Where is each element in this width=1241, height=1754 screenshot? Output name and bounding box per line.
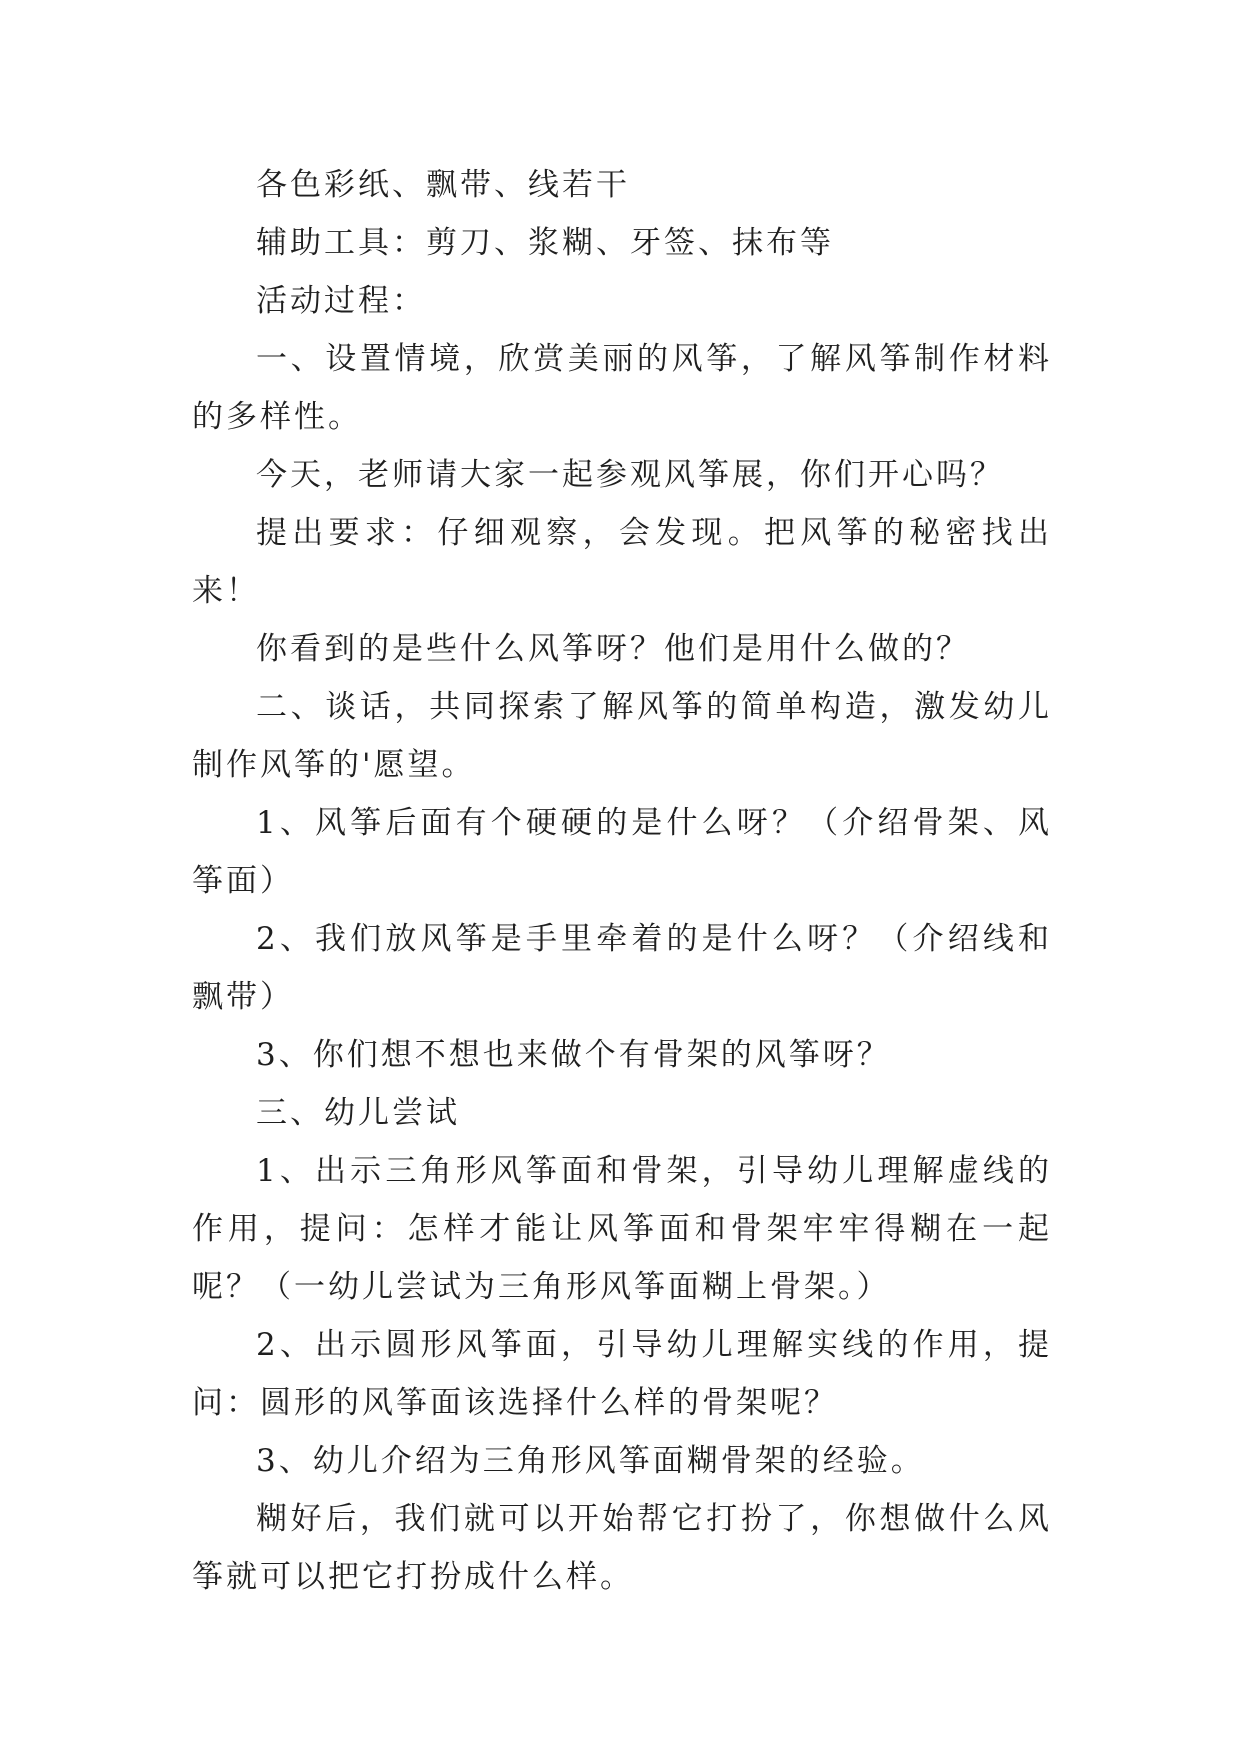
paragraph-item-1: 1、风筝后面有个硬硬的是什么呀？（介绍骨架、风筝面） [192, 805, 1052, 899]
paragraph-tools: 辅助工具：剪刀、浆糊、牙签、抹布等 [256, 225, 834, 261]
paragraph-materials: 各色彩纸、飘带、线若干 [256, 167, 630, 203]
paragraph-try-3: 3、幼儿介绍为三角形风筝面糊骨架的经验。 [256, 1443, 925, 1479]
paragraph-item-3: 3、你们想不想也来做个有骨架的风筝呀？ [256, 1037, 891, 1073]
paragraph-requirement: 提出要求：仔细观察，会发现。把风筝的秘密找出来！ [192, 515, 1052, 609]
document-body [192, 156, 1052, 1606]
paragraph-item-2: 2、我们放风筝是手里牵着的是什么呀？（介绍线和飘带） [192, 921, 1052, 1015]
paragraph-step-one: 一、设置情境，欣赏美丽的风筝，了解风筝制作材料的多样性。 [192, 341, 1052, 435]
paragraph-try-1: 1、出示三角形风筝面和骨架，引导幼儿理解虚线的作用，提问：怎样才能让风筝面和骨架牢牢得糊在一起呢？（一幼儿尝试为三角形风筝面糊上骨架。） [192, 1153, 1052, 1305]
paragraph-intro: 今天，老师请大家一起参观风筝展，你们开心吗？ [256, 457, 1004, 493]
paragraph-try-2: 2、出示圆形风筝面，引导幼儿理解实线的作用，提问：圆形的风筝面该选择什么样的骨架呢？ [192, 1327, 1052, 1421]
paragraph-process-heading: 活动过程： [256, 283, 426, 319]
paragraph-step-three: 三、幼儿尝试 [256, 1095, 460, 1131]
paragraph-step-two: 二、谈话，共同探索了解风筝的简单构造，激发幼儿制作风筝的'愿望。 [192, 689, 1052, 783]
paragraph-question: 你看到的是些什么风筝呀？他们是用什么做的？ [256, 631, 970, 667]
paragraph-decorate: 糊好后，我们就可以开始帮它打扮了，你想做什么风筝就可以把它打扮成什么样。 [192, 1501, 1052, 1595]
